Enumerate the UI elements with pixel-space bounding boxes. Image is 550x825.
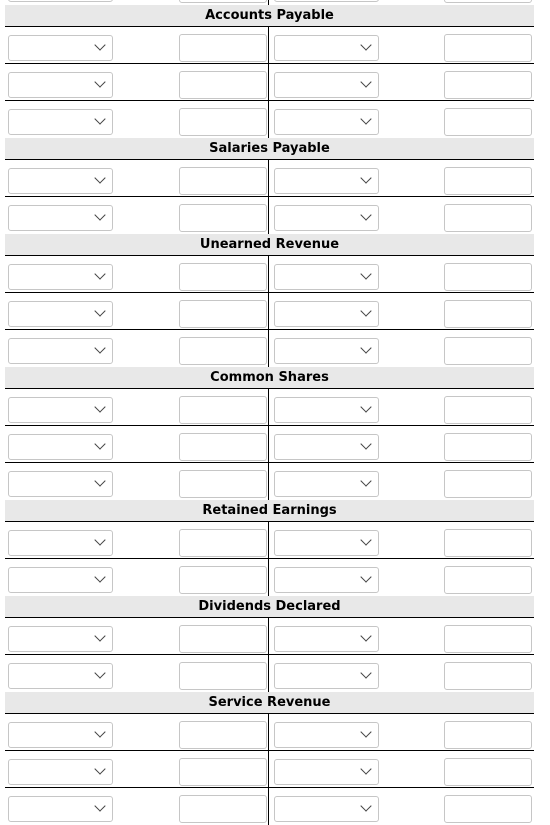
t-account-divider: [268, 160, 269, 234]
credit-amount-input[interactable]: [444, 529, 532, 557]
chevron-down-icon: [360, 630, 371, 641]
chevron-down-icon: [360, 305, 371, 316]
chevron-down-icon: [94, 113, 105, 124]
row-divider: [5, 750, 534, 751]
chevron-down-icon: [94, 630, 105, 641]
chevron-down-icon: [360, 268, 371, 279]
chevron-down-icon: [94, 39, 105, 50]
chevron-down-icon: [360, 113, 371, 124]
row-divider: [5, 462, 534, 463]
credit-amount-input[interactable]: [444, 263, 532, 291]
chevron-down-icon: [360, 342, 371, 353]
credit-account-select[interactable]: [274, 168, 379, 194]
credit-account-select[interactable]: [274, 530, 379, 556]
chevron-down-icon: [360, 475, 371, 486]
debit-account-select[interactable]: [8, 434, 113, 460]
credit-amount-input[interactable]: [444, 204, 532, 232]
debit-account-select[interactable]: [8, 264, 113, 290]
credit-account-select[interactable]: [274, 397, 379, 423]
chevron-down-icon: [94, 342, 105, 353]
credit-account-select[interactable]: [274, 759, 379, 785]
debit-amount-input[interactable]: [179, 529, 267, 557]
credit-account-select[interactable]: [274, 722, 379, 748]
debit-account-select[interactable]: [8, 471, 113, 497]
credit-account-select[interactable]: [274, 301, 379, 327]
chevron-down-icon: [360, 763, 371, 774]
credit-account-select[interactable]: [274, 567, 379, 593]
chevron-down-icon: [360, 534, 371, 545]
section-header: Common Shares: [5, 367, 534, 389]
debit-amount-input[interactable]: [179, 625, 267, 653]
t-account-divider: [268, 256, 269, 367]
debit-amount-input[interactable]: [179, 470, 267, 498]
credit-account-select[interactable]: [274, 35, 379, 61]
chevron-down-icon: [360, 39, 371, 50]
row-divider: [5, 425, 534, 426]
debit-amount-input[interactable]: [179, 337, 267, 365]
t-account-divider: [268, 389, 269, 500]
section-header: Retained Earnings: [5, 500, 534, 522]
chevron-down-icon: [360, 667, 371, 678]
debit-account-select[interactable]: [8, 301, 113, 327]
chevron-down-icon: [94, 401, 105, 412]
credit-amount-input[interactable]: [444, 337, 532, 365]
chevron-down-icon: [94, 763, 105, 774]
debit-account-select[interactable]: [8, 759, 113, 785]
credit-account-select[interactable]: [274, 338, 379, 364]
credit-account-select[interactable]: [274, 471, 379, 497]
debit-amount-input[interactable]: [179, 566, 267, 594]
t-account-divider: [268, 27, 269, 138]
chevron-down-icon: [94, 76, 105, 87]
credit-account-select[interactable]: [274, 626, 379, 652]
debit-account-select[interactable]: [8, 168, 113, 194]
chevron-down-icon: [94, 726, 105, 737]
credit-amount-input[interactable]: [444, 396, 532, 424]
credit-amount-input[interactable]: [444, 625, 532, 653]
section-header: Unearned Revenue: [5, 234, 534, 256]
credit-account-select[interactable]: [274, 264, 379, 290]
chevron-down-icon: [94, 305, 105, 316]
credit-amount-input[interactable]: [444, 167, 532, 195]
debit-amount-input[interactable]: [179, 71, 267, 99]
debit-account-select[interactable]: [8, 397, 113, 423]
debit-account-select[interactable]: [8, 109, 113, 135]
debit-account-select[interactable]: [8, 35, 113, 61]
debit-amount-input[interactable]: [179, 300, 267, 328]
debit-account-select[interactable]: [8, 722, 113, 748]
section-header: Salaries Payable: [5, 138, 534, 160]
credit-amount-input[interactable]: [444, 758, 532, 786]
debit-amount-input[interactable]: [179, 396, 267, 424]
credit-amount-input[interactable]: [444, 300, 532, 328]
t-account-divider: [268, 522, 269, 596]
credit-amount-input[interactable]: [444, 0, 532, 3]
debit-account-select[interactable]: [8, 530, 113, 556]
debit-account-select[interactable]: [8, 626, 113, 652]
chevron-down-icon: [360, 726, 371, 737]
row-divider: [5, 292, 534, 293]
chevron-down-icon: [94, 172, 105, 183]
section-header: Accounts Payable: [5, 5, 534, 27]
debit-amount-input[interactable]: [179, 108, 267, 136]
row-divider: [5, 558, 534, 559]
debit-account-select[interactable]: [8, 796, 113, 822]
credit-amount-input[interactable]: [444, 795, 532, 823]
credit-account-select[interactable]: [274, 205, 379, 231]
row-divider: [5, 100, 534, 101]
row-divider: [5, 654, 534, 655]
debit-amount-input[interactable]: [179, 34, 267, 62]
credit-account-select[interactable]: [274, 72, 379, 98]
chevron-down-icon: [360, 800, 371, 811]
debit-amount-input[interactable]: [179, 204, 267, 232]
credit-amount-input[interactable]: [444, 433, 532, 461]
credit-account-select[interactable]: [274, 0, 379, 2]
row-divider: [5, 63, 534, 64]
debit-account-select[interactable]: [8, 0, 113, 2]
credit-amount-input[interactable]: [444, 34, 532, 62]
chevron-down-icon: [94, 475, 105, 486]
chevron-down-icon: [94, 209, 105, 220]
debit-amount-input[interactable]: [179, 0, 267, 3]
credit-amount-input[interactable]: [444, 71, 532, 99]
debit-amount-input[interactable]: [179, 263, 267, 291]
credit-account-select[interactable]: [274, 796, 379, 822]
chevron-down-icon: [94, 571, 105, 582]
t-account-divider: [268, 714, 269, 825]
debit-amount-input[interactable]: [179, 758, 267, 786]
chevron-down-icon: [360, 438, 371, 449]
debit-account-select[interactable]: [8, 663, 113, 689]
debit-account-select[interactable]: [8, 205, 113, 231]
debit-account-select[interactable]: [8, 338, 113, 364]
credit-amount-input[interactable]: [444, 566, 532, 594]
credit-amount-input[interactable]: [444, 721, 532, 749]
chevron-down-icon: [360, 76, 371, 87]
section-header: Service Revenue: [5, 692, 534, 714]
debit-amount-input[interactable]: [179, 662, 267, 690]
chevron-down-icon: [360, 209, 371, 220]
credit-account-select[interactable]: [274, 109, 379, 135]
credit-amount-input[interactable]: [444, 662, 532, 690]
debit-account-select[interactable]: [8, 567, 113, 593]
credit-amount-input[interactable]: [444, 470, 532, 498]
t-account-divider: [268, 618, 269, 692]
credit-amount-input[interactable]: [444, 108, 532, 136]
debit-amount-input[interactable]: [179, 167, 267, 195]
chevron-down-icon: [94, 534, 105, 545]
chevron-down-icon: [94, 667, 105, 678]
chevron-down-icon: [360, 571, 371, 582]
debit-amount-input[interactable]: [179, 721, 267, 749]
t-account-ledger: [5, 0, 534, 812]
debit-account-select[interactable]: [8, 72, 113, 98]
row-divider: [5, 787, 534, 788]
row-divider: [5, 329, 534, 330]
debit-amount-input[interactable]: [179, 433, 267, 461]
chevron-down-icon: [360, 401, 371, 412]
debit-amount-input[interactable]: [179, 795, 267, 823]
chevron-down-icon: [94, 800, 105, 811]
credit-account-select[interactable]: [274, 434, 379, 460]
chevron-down-icon: [360, 172, 371, 183]
chevron-down-icon: [94, 268, 105, 279]
section-header: Dividends Declared: [5, 596, 534, 618]
credit-account-select[interactable]: [274, 663, 379, 689]
row-divider: [5, 196, 534, 197]
chevron-down-icon: [94, 438, 105, 449]
